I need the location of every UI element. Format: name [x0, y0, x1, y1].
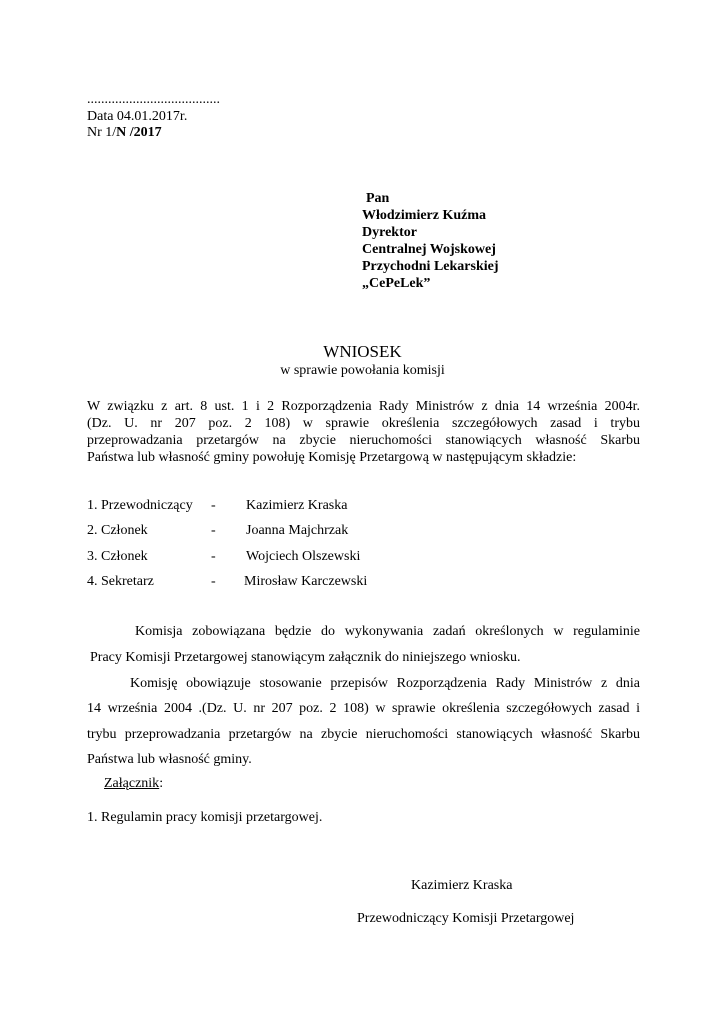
member-dash: -	[211, 549, 216, 564]
header-number	[87, 125, 162, 141]
member-dash: -	[211, 574, 216, 589]
member-role: 4. Sekretarz	[87, 574, 154, 589]
attachment-colon: :	[159, 776, 164, 791]
header-dots: ......................................	[87, 92, 220, 107]
body-p2-line-4: Państwa lub własność gminy.	[87, 752, 252, 767]
addressee-line-1: Pan	[366, 191, 390, 206]
signature-title: Przewodniczący Komisji Przetargowej	[357, 911, 575, 926]
intro-line-1: W związku z art. 8 ust. 1 i 2 Rozporządzenia Rady Ministrów z dnia 14 września 2004r.	[87, 399, 640, 414]
member-name: Joanna Majchrzak	[246, 523, 349, 538]
member-name: Kazimierz Kraska	[246, 498, 348, 513]
body-p1-line-1: Komisja zobowiązana będzie do wykonywania zadań określonych w regulaminie	[135, 624, 640, 639]
document-subtitle: w sprawie powołania komisji	[280, 363, 445, 378]
attachment-item: 1. Regulamin pracy komisji przetargowej.	[87, 810, 323, 825]
document-title: WNIOSEK	[323, 342, 402, 361]
attachment-heading	[104, 776, 163, 792]
member-dash: -	[211, 498, 216, 513]
addressee-line-6: „CePeLek”	[362, 276, 431, 291]
member-dash: -	[211, 523, 216, 538]
addressee-line-5: Przychodni Lekarskiej	[362, 259, 499, 274]
member-name: Wojciech Olszewski	[246, 549, 361, 564]
member-role: 3. Członek	[87, 549, 148, 564]
header-number-prefix: Nr 1/	[87, 125, 117, 140]
member-role: 2. Członek	[87, 523, 148, 538]
body-p1-line-2: Pracy Komisji Przetargowej stanowiącym załącznik do niniejszego wniosku.	[90, 650, 521, 665]
attachment-label: Załącznik	[104, 776, 160, 791]
addressee-line-3: Dyrektor	[362, 225, 417, 240]
body-p2-line-1: Komisję obowiązuje stosowanie przepisów Rozporządzenia Rady Ministrów z dnia	[130, 676, 640, 691]
signature-name: Kazimierz Kraska	[411, 878, 513, 893]
intro-line-2: (Dz. U. nr 207 poz. 2 108) w sprawie określenia szczegółowych zasad i trybu	[87, 416, 640, 431]
intro-line-3: przeprowadzania przetargów na zbycie nieruchomości stanowiących własność Skarbu	[87, 433, 640, 448]
addressee-line-4: Centralnej Wojskowej	[362, 242, 496, 257]
body-p2-line-2: 14 września 2004 .(Dz. U. nr 207 poz. 2 108) w sprawie określenia szczegółowych zasad i	[87, 701, 640, 716]
member-name: Mirosław Karczewski	[244, 574, 368, 589]
intro-line-4: Państwa lub własność gminy powołuję Komisję Przetargową w następującym składzie:	[87, 450, 577, 465]
header-date: Data 04.01.2017r.	[87, 109, 188, 124]
header-number-bold: N /2017	[116, 125, 162, 140]
member-role: 1. Przewodniczący	[87, 498, 193, 513]
body-p2-line-3: trybu przeprowadzania przetargów na zbycie nieruchomości stanowiących własność Skarbu	[87, 727, 640, 742]
addressee-line-2: Włodzimierz Kuźma	[362, 208, 487, 223]
